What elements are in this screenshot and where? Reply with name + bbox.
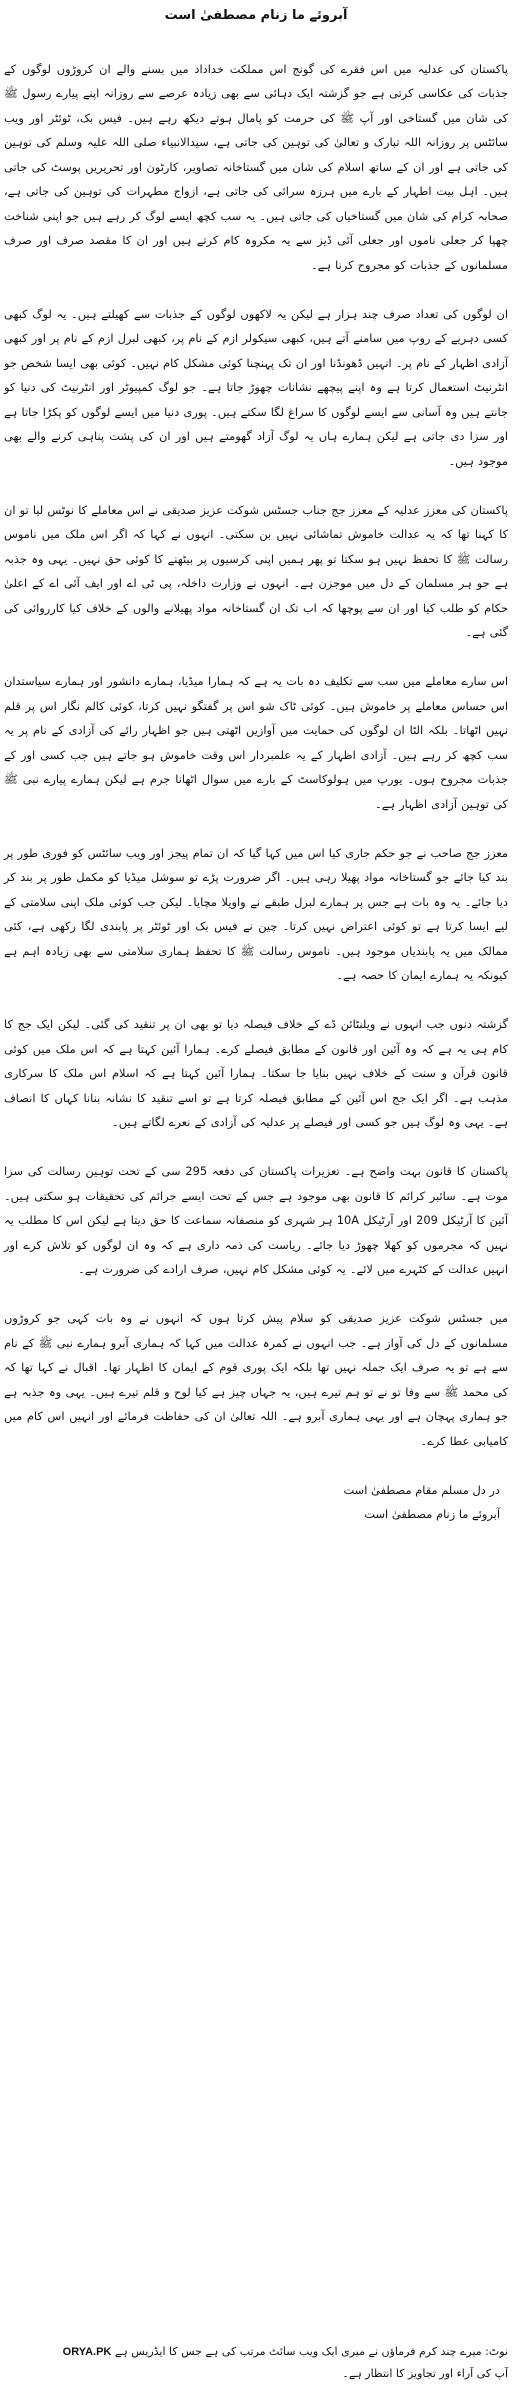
article-body bbox=[4, 32, 508, 1478]
paragraph: ان لوگوں کی تعداد صرف چند ہزار ہے لیکن یہ لاکھوں لوگوں کے جذبات سے کھیلتے ہیں۔ یہ لوگ کبھی کسی دہریے کے روپ میں سامنے آتے ہیں، کبھی سیکولر ازم کے نام پر، کبھی لبرل ازم کے نام پر اور کبھی آزادی اظہار کے نام پر۔ انہیں ڈھونڈنا اور ان تک پہنچنا کوئی مشکل کام نہیں۔ کوئی بھی ایسا شخص جو انٹرنیٹ استعمال کرتا ہے وہ اپنے پیچھے نشانات چھوڑ جاتا ہے۔ جو لوگ کمپیوٹر اور انٹرنیٹ کی دنیا کو جانتے ہیں وہ آسانی سے ایسے لوگوں کا سراغ لگا سکتے ہیں۔ پوری دنیا میں ایسے لوگوں کو پکڑا جاتا ہے اور سزا دی جاتی ہے لیکن ہمارے ہاں یہ لوگ آزاد گھومتے ہیں اور ان کی پشت پناہی کرنے والے بھی موجود ہیں۔ bbox=[4, 306, 508, 468]
paragraph: گزشتہ دنوں جب انہوں نے ویلنٹائن ڈے کے خلاف فیصلہ دیا تو بھی ان پر تنقید کی گئی۔ لیکن ایک جج کا کام ہی یہ ہے کہ وہ آئین اور قانون کے مطابق فیصلے کرے۔ ہمارا آئین کہتا ہے کہ اس ملک میں کوئی قانون قرآن و سنت کے خلاف نہیں بنایا جا سکتا۔ ہمارا آئین کہتا ہے کہ اسلام اس ملک کا سرکاری مذہب ہے۔ اگر ایک جج اس آئین کے مطابق فیصلہ کرتا ہے تو اسے تنقید کا نشانہ بنانا کہاں کا انصاف ہے۔ یہی وہ لوگ ہیں جو کسی اور فیصلے پر عدلیہ کی آزادی کے نعرے لگاتے ہیں۔ bbox=[4, 1017, 508, 1129]
closing-verse bbox=[4, 1478, 508, 1527]
paragraph: پاکستان کا قانون بہت واضح ہے۔ تعزیرات پاکستان کی دفعہ 295 سی کے تحت توہین رسالت کی سزا موت ہے۔ سائبر کرائم کا قانون بھی موجود ہے جس کے تحت ایسے جرائم کی تحقیقات ہو سکتی ہیں۔ آئین کا آرٹیکل 209 اور آرٹیکل 10A ہر شہری کو منصفانہ سماعت کا حق دیتا ہے لیکن اس کا مطلب یہ نہیں کہ مجرموں کو کھلا چھوڑ دیا جائے۔ ریاست کی ذمہ داری ہے کہ وہ ان لوگوں کو تلاش کرے اور انہیں عدالت کے کٹہرے میں لائے۔ یہ کوئی مشکل کام نہیں، صرف ارادے کی ضرورت ہے۔ bbox=[4, 1164, 508, 1276]
paragraph: اس سارے معاملے میں سب سے تکلیف دہ بات یہ ہے کہ ہمارا میڈیا، ہمارے دانشور اور ہمارے سیاستدان اس حساس معاملے پر خاموش ہیں۔ کوئی ٹاک شو اس پر گفتگو نہیں کرتا، کوئی کالم نگار اس پر قلم نہیں اٹھاتا۔ بلکہ الٹا ان لوگوں کی حمایت میں آوازیں اٹھتی ہیں جو اظہار رائے کی آزادی کے نام پر یہ سب کچھ کر رہے ہیں۔ آزادی اظہار کے یہ علمبردار اس وقت خاموش ہو جاتے ہیں جب کسی اور کے جذبات مجروح ہوں۔ یورپ میں ہولوکاسٹ کے بارے میں سوال اٹھانا جرم ہے لیکن ہمارے پیارے نبی ﷺ کی توہین آزادی اظہار ہے۔ bbox=[4, 674, 508, 811]
article-title: آبروئے ما زنام مصطفیٰ است bbox=[164, 8, 348, 23]
footer-note-end: آپ کی آراء اور تجاویز کا انتظار ہے۔ bbox=[342, 2367, 508, 2380]
footer-note bbox=[4, 2341, 508, 2385]
footer-website-link[interactable]: ORYA.PK bbox=[62, 2346, 112, 2358]
footer-note-text: نوٹ: میرے چند کرم فرماؤں نے میری ایک ویب سائٹ مرتب کی ہے جس کا ایڈریس ہے bbox=[114, 2345, 508, 2358]
paragraph: پاکستان کی عدلیہ میں اس فقرے کی گونج اس مملکت خداداد میں بسنے والے ان کروڑوں لوگوں کے جذبات کی عکاسی کرتی ہے جو گزشتہ ایک دہائی سے بھی زیادہ عرصے سے روزانہ اپنے پیارے رسول ﷺ کی شان میں گستاخی اور آپ ﷺ کی حرمت کو پامال ہوتے دیکھ رہے ہیں۔ فیس بک، ٹوئٹر اور ویب سائٹس پر روزانہ اللہ تبارک و تعالیٰ کی توہین کی جاتی ہے، سیدالانبیاء صلی اللہ علیہ وسلم کی توہین کی جاتی ہے اور ان کے ساتھ اسلام کی شان میں گستاخانہ تصاویر، کارٹون اور تحریریں پوسٹ کی جاتی ہیں۔ اہل بیت اطہار کے بارے میں ہرزہ سرائی کی جاتی ہے، ازواج مطہرات کی توہین کی جاتی ہے، صحابہ کرام کی شان میں گستاخیاں کی جاتی ہیں۔ یہ سب کچھ ایسے لوگ کر رہے ہیں جو اپنی شناخت چھپا کر جعلی ناموں اور جعلی آئی ڈیز سے یہ مکروہ کام کرتے ہیں اور ان کا مقصد صرف اور صرف مسلمانوں کے جذبات کو مجروح کرنا ہے۔ bbox=[4, 61, 508, 272]
paragraph: میں جسٹس شوکت عزیز صدیقی کو سلام پیش کرتا ہوں کہ انہوں نے وہ بات کہی جو کروڑوں مسلمانوں کے دل کی آواز ہے۔ جب انہوں نے کمرہ عدالت میں کہا کہ ہماری آبرو ہمارے نبی ﷺ کے نام سے ہے تو یہ صرف ایک جملہ نہیں تھا بلکہ ایک پوری قوم کے ایمان کا اظہار تھا۔ اقبال نے کہا تھا کہ کی محمد ﷺ سے وفا تو نے تو ہم تیرے ہیں، یہ جہاں چیز ہے کیا لوح و قلم تیرے ہیں۔ یہی وہ جذبہ ہے جو ہماری پہچان ہے اور یہی ہماری آبرو ہے۔ اللہ تعالیٰ ان کی حفاظت فرمائے اور انہیں اس کام میں کامیابی عطا کرے۔ bbox=[4, 1311, 508, 1448]
paragraph: معزز جج صاحب نے جو حکم جاری کیا اس میں کہا گیا کہ ان تمام پیجز اور ویب سائٹس کو فوری طور پر بند کیا جائے جو گستاخانہ مواد پھیلا رہی ہیں۔ اگر ضرورت پڑے تو سوشل میڈیا کو مکمل طور پر بند کر دیا جائے۔ یہ وہ بات ہے جس پر ہمارے لبرل طبقے نے واویلا مچایا۔ لیکن جب کوئی ملک اپنی سلامتی کے لیے ایسا کرتا ہے تو کوئی اعتراض نہیں کرتا۔ چین نے فیس بک اور ٹوئٹر پر پابندی لگا رکھی ہے، کئی ممالک میں یہ پابندیاں موجود ہیں۔ ناموس رسالت ﷺ کا تحفظ ہماری سلامتی سے بھی زیادہ اہم ہے کیونکہ یہ ہمارے ایمان کا حصہ ہے۔ bbox=[4, 845, 508, 982]
closing-line: در دل مسلم مقام مصطفیٰ است bbox=[343, 1482, 500, 1497]
closing-line: آبروئے ما زنام مصطفیٰ است bbox=[364, 1507, 500, 1521]
paragraph: پاکستان کی معزز عدلیہ کے معزز جج جناب جسٹس شوکت عزیز صدیقی نے اس معاملے کا نوٹس لیا تو ان کا کہنا تھا کہ یہ عدالت خاموش تماشائی نہیں بن سکتی۔ انہوں نے کہا کہ اگر اس ملک میں ناموس رسالت ﷺ کا تحفظ نہیں ہو سکتا تو پھر ہمیں اپنی کرسیوں پر بیٹھنے کا کوئی حق نہیں۔ یہی وہ جذبہ ہے جو ہر مسلمان کے دل میں موجزن ہے۔ انہوں نے وزارت داخلہ، پی ٹی اے اور ایف آئی اے کے اعلیٰ حکام کو طلب کیا اور ان سے پوچھا کہ اب تک ان گستاخانہ مواد پھیلانے والوں کے خلاف کیا کارروائی کی گئی ہے۔ bbox=[4, 502, 508, 639]
